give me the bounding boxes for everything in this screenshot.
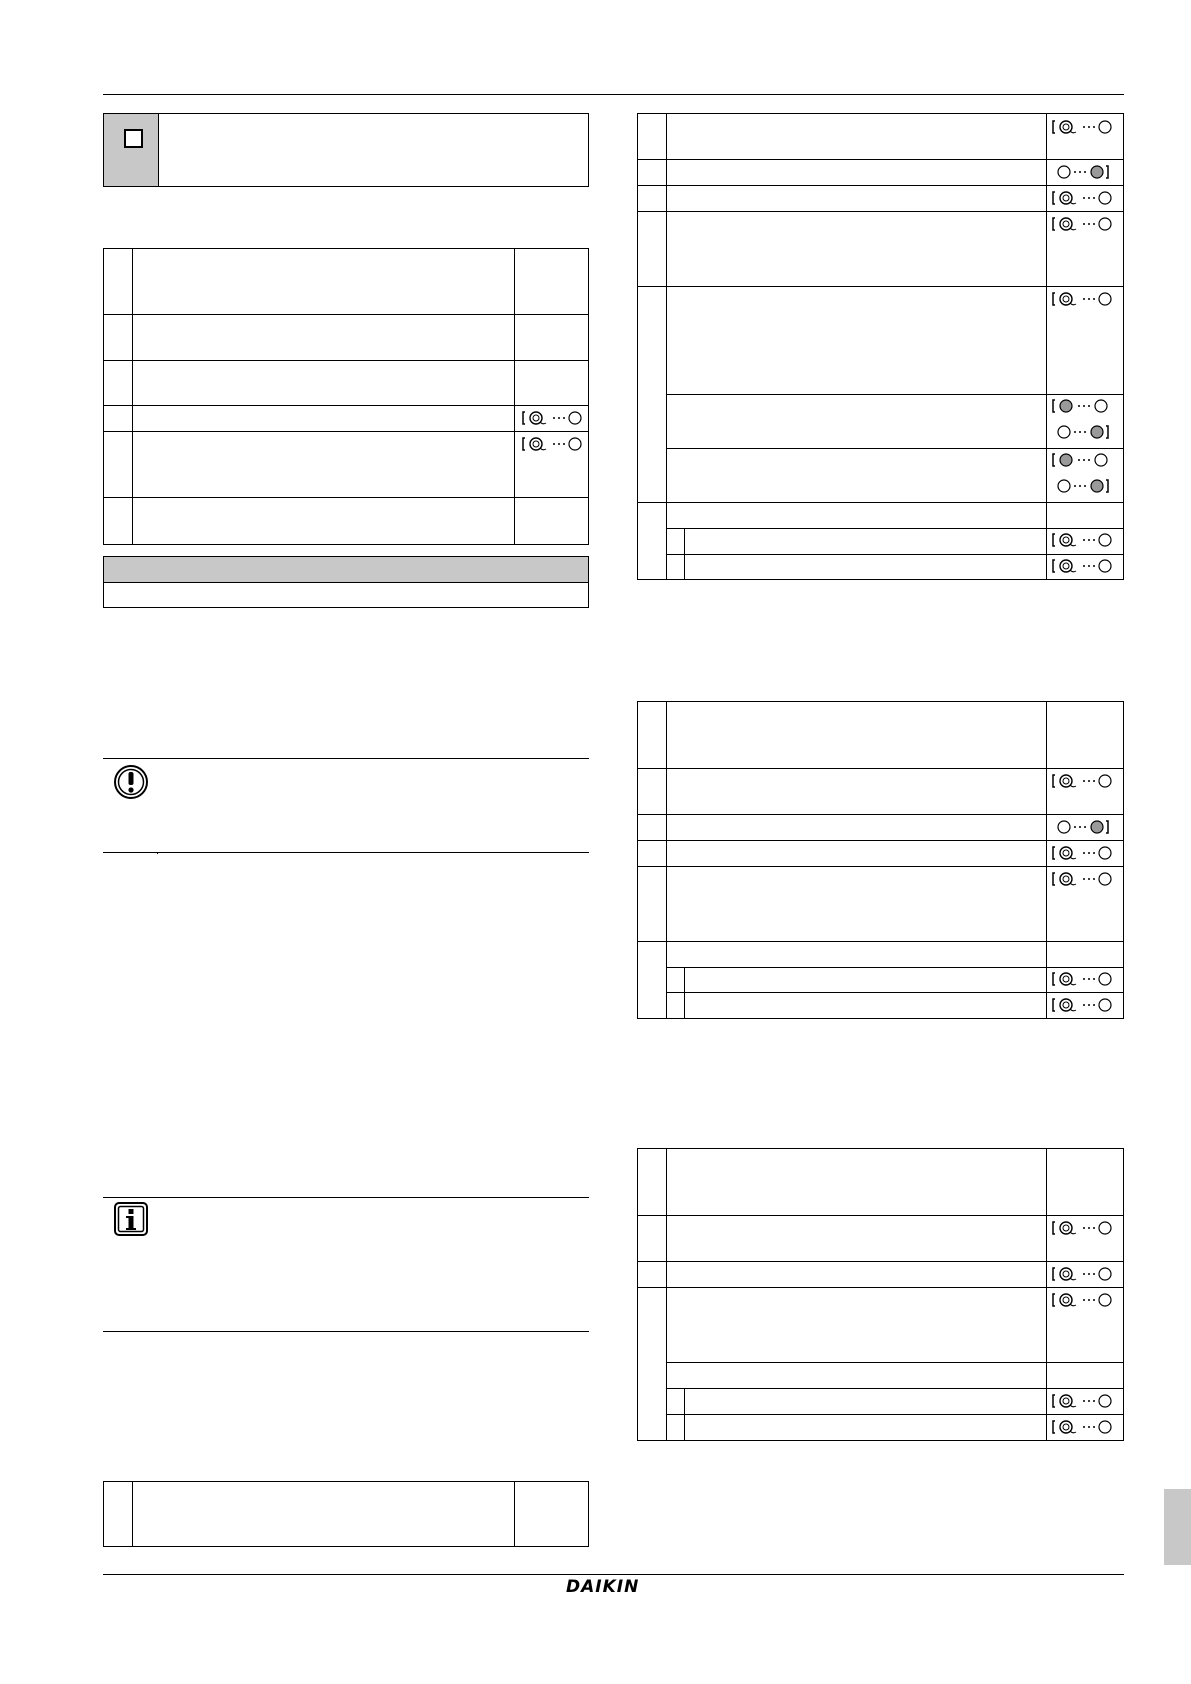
gray-header-table xyxy=(103,556,589,608)
chapter-tab-marker xyxy=(1164,1489,1191,1565)
daikin-logo: DAIKIN xyxy=(566,1577,640,1597)
led-blinking-icon xyxy=(1052,997,1112,1013)
led-on-icon xyxy=(1056,478,1116,494)
led-blinking-icon xyxy=(522,436,582,452)
led-on-icon xyxy=(1056,424,1116,440)
checkbox-callout xyxy=(103,113,589,187)
led-blinking-icon xyxy=(1052,871,1112,887)
callout-gray-margin xyxy=(104,114,158,186)
led-blinking-icon xyxy=(1052,190,1112,206)
led-blinking-icon xyxy=(1052,845,1112,861)
led-blinking-icon xyxy=(1052,1393,1112,1409)
exclamation-circle-icon xyxy=(113,764,149,800)
checkbox-icon[interactable] xyxy=(124,129,143,148)
led-blinking-icon xyxy=(1052,119,1112,135)
led-blinking-icon xyxy=(522,410,582,426)
led-blinking-icon xyxy=(1052,1419,1112,1435)
procedure-table-3 xyxy=(637,113,1124,580)
info-square-icon xyxy=(113,1201,149,1237)
procedure-table-4 xyxy=(637,701,1124,1019)
gray-header-row xyxy=(104,557,588,582)
led-blinking-icon xyxy=(1052,1266,1112,1282)
led-on-icon xyxy=(1056,819,1116,835)
warning-bottom-rule xyxy=(103,852,589,853)
warning-top-rule xyxy=(103,758,589,759)
led-blinking-icon xyxy=(1052,291,1112,307)
info-top-rule xyxy=(103,1197,589,1198)
procedure-table-1 xyxy=(103,248,589,545)
led-on-left-icon xyxy=(1052,452,1112,468)
led-blinking-icon xyxy=(1052,558,1112,574)
led-blinking-icon xyxy=(1052,971,1112,987)
info-bottom-rule xyxy=(103,1331,589,1332)
procedure-table-5 xyxy=(637,1148,1124,1441)
procedure-table-2 xyxy=(103,1481,589,1547)
led-on-left-icon xyxy=(1052,398,1112,414)
led-blinking-icon xyxy=(1052,532,1112,548)
led-blinking-icon xyxy=(1052,773,1112,789)
led-blinking-icon xyxy=(1052,1292,1112,1308)
led-on-icon xyxy=(1056,164,1116,180)
footer-rule xyxy=(103,1574,1124,1575)
led-blinking-icon xyxy=(1052,1220,1112,1236)
led-blinking-icon xyxy=(1052,216,1112,232)
header-rule xyxy=(103,94,1124,95)
